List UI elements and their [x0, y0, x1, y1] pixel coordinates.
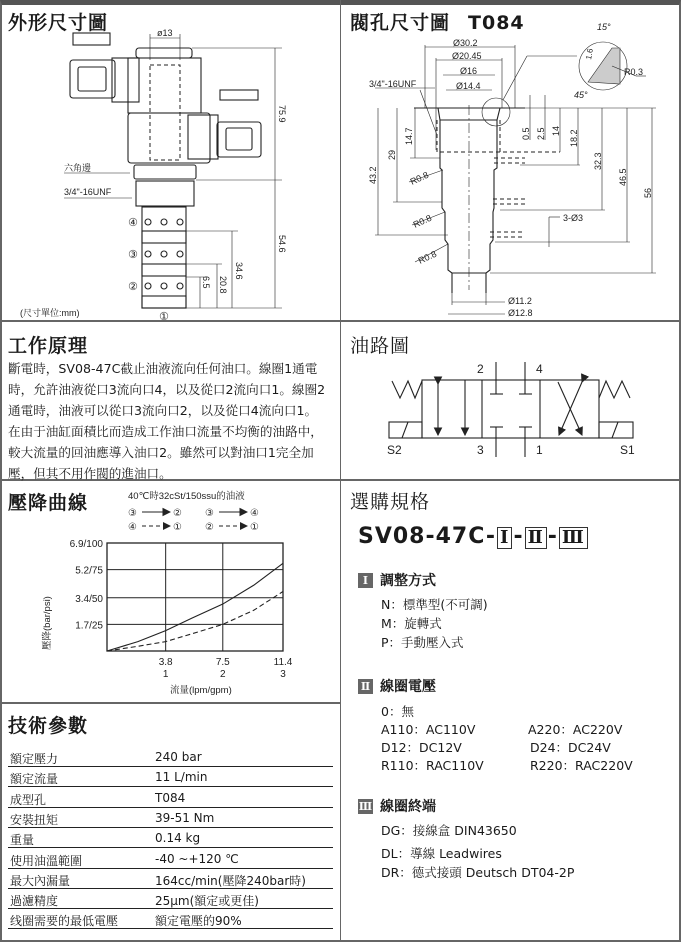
dim-54-6: 54.6 — [277, 235, 287, 253]
x-tick-label-lpm: 7.5 — [215, 657, 230, 668]
port-1: ① — [159, 311, 169, 323]
spec-row — [8, 909, 333, 929]
spec-label: 最大內漏量 — [10, 873, 71, 888]
spec-row — [8, 808, 333, 828]
section-adjustment — [358, 570, 436, 590]
spec-row — [8, 828, 333, 848]
spec-row — [8, 849, 333, 869]
cavity-thread-label: 3/4"-16UNF — [369, 79, 417, 89]
port-label-4: 4 — [536, 362, 543, 376]
option-item: R220：RAC220V — [530, 758, 633, 773]
x-tick-label-gpm: 2 — [220, 669, 226, 680]
circuit-title: 油路圖 — [350, 335, 411, 357]
valve-body — [422, 380, 599, 438]
label-s2: S2 — [387, 443, 402, 457]
y-axis-label: 壓降(bar/psi) — [42, 596, 53, 650]
dim-d11-2: Ø11.2 — [508, 296, 532, 306]
legend-to: ① — [250, 522, 259, 533]
model-number: SV08-47C — [358, 524, 486, 549]
dim-18-2: 18.2 — [569, 129, 579, 147]
dim-14: 14 — [551, 125, 561, 136]
unit-note: (尺寸單位:mm) — [20, 308, 80, 318]
spec-label: 安裝扭矩 — [10, 812, 59, 827]
radius-1: R0.8 — [408, 169, 431, 187]
dim-d12-8: Ø12.8 — [508, 308, 533, 318]
section-title: 調整方式 — [380, 573, 436, 589]
option-item: A220：AC220V — [528, 722, 623, 737]
spec-value: 額定電壓的90% — [155, 914, 242, 929]
spring-right — [599, 381, 630, 398]
solenoid-s1 — [599, 422, 633, 438]
legend-from: ② — [205, 522, 214, 533]
code-box-2: Ⅱ — [525, 527, 547, 549]
pressure-drop-chart — [0, 0, 340, 700]
specs-title: 技術參數 — [8, 715, 89, 737]
cavity-code: T084 — [468, 12, 525, 34]
port-label-2: 2 — [477, 362, 484, 376]
spec-label: 成型孔 — [10, 792, 47, 807]
option-item: DG：接線盒 DIN43650 — [381, 823, 517, 838]
port-4: ④ — [128, 217, 138, 229]
port-2: ② — [128, 281, 138, 293]
dim-46-5: 46.5 — [618, 168, 628, 186]
y-tick-label: 5.2/75 — [75, 565, 103, 577]
principle-line: 壓，但其不用作閥的進油口。 — [8, 466, 172, 481]
dim-34-6: 34.6 — [234, 262, 244, 280]
roman-numeral-badge: Ⅱ — [358, 679, 373, 694]
x-tick-label-lpm: 3.8 — [158, 657, 173, 668]
spec-label: 額定壓力 — [10, 752, 59, 766]
principle-line: 較大流量的回油應導入油口2。雖然可以對油口1完全加 — [8, 445, 314, 460]
spec-row — [8, 767, 333, 787]
section-terminal — [358, 796, 436, 816]
plot-frame — [107, 543, 283, 651]
spec-value: 0.14 kg — [155, 831, 201, 846]
spec-label: 額定流量 — [10, 772, 59, 787]
legend-from: ③ — [205, 508, 214, 519]
spec-row — [8, 889, 333, 909]
dim-1-6: 1.6 — [584, 47, 595, 61]
dim-2-5: 2.5 — [536, 127, 546, 140]
angle-45: 45° — [574, 90, 588, 100]
dashed-curve — [107, 592, 283, 651]
outline-title: 外形尺寸圖 — [8, 12, 109, 34]
spec-label: 過濾精度 — [10, 894, 59, 909]
dim-d14-4: Ø14.4 — [456, 81, 481, 91]
x-tick-label-gpm: 1 — [162, 669, 169, 680]
dim-d20-45: Ø20.45 — [452, 51, 482, 61]
spec-value: T084 — [155, 790, 186, 805]
principle-title: 工作原理 — [8, 335, 89, 357]
dim-0-5: 0.5 — [521, 127, 531, 140]
legend-from: ③ — [128, 508, 137, 519]
dim-d30-2: Ø30.2 — [453, 38, 478, 48]
code-box-3: Ⅲ — [559, 527, 588, 549]
dim-d16: Ø16 — [460, 66, 478, 76]
dim-r0-3: R0.3 — [624, 67, 644, 77]
dim-14-7: 14.7 — [404, 127, 414, 145]
option-item: 0：無 — [381, 704, 414, 719]
spec-value: -40 ~+120 ℃ — [155, 851, 239, 866]
port-label-3: 3 — [477, 443, 484, 457]
option-item: D24：DC24V — [530, 740, 611, 755]
section-voltage — [358, 676, 436, 696]
option-item: D12：DC12V — [381, 740, 462, 755]
hex-label: 六角邊 — [64, 163, 92, 173]
option-item: R110：RAC110V — [381, 758, 484, 773]
principle-line: 時，允許油液從口3流向口4，以及從口2流向口1。線圈2 — [8, 382, 326, 397]
dim-29: 29 — [387, 149, 397, 160]
legend-to: ④ — [250, 508, 259, 519]
cavity-title-text: 閥孔尺寸圖 — [350, 12, 451, 34]
y-tick-label: 1.7/25 — [75, 620, 103, 632]
code-box-1: Ⅰ — [497, 527, 512, 549]
legend-from: ④ — [128, 522, 137, 533]
dim-32-3: 32.3 — [593, 152, 603, 170]
option-item: M：旋轉式 — [381, 616, 442, 631]
spec-row — [8, 869, 333, 889]
angle-15: 15° — [597, 22, 611, 32]
option-item: P：手動壓入式 — [381, 635, 464, 650]
radius-3: R0.8 — [416, 248, 439, 266]
legend-to: ② — [173, 508, 182, 519]
roman-numeral-badge: Ⅰ — [358, 573, 373, 588]
chart-condition: 40℃時32cSt/150ssu的油液 — [128, 491, 245, 502]
spec-label: 线圈需要的最低電壓 — [10, 914, 119, 929]
roman-numeral-badge: Ⅲ — [358, 800, 373, 813]
spec-value: 164cc/min(壓降240bar時) — [155, 873, 306, 888]
spec-row — [8, 788, 333, 808]
spec-value: 11 L/min — [155, 770, 208, 785]
x-tick-label-lpm: 11.4 — [273, 657, 293, 668]
section-title: 線圈電壓 — [380, 679, 436, 695]
dim-20-8: 20.8 — [218, 276, 228, 294]
thread-label: 3/4"-16UNF — [64, 187, 112, 197]
section-title: 線圈終端 — [380, 799, 436, 815]
y-tick-label: 6.9/100 — [69, 539, 103, 550]
spec-value: 240 bar — [155, 750, 202, 764]
option-item: N：標準型(不可調) — [381, 597, 488, 612]
solid-curve — [107, 563, 283, 651]
principle-line: 通電時，油液可以從口3流向口2，以及從口4流向口1。 — [8, 403, 318, 418]
ordering-title: 選購規格 — [350, 491, 431, 513]
spring-left — [392, 381, 422, 398]
option-item: DL：導線 Leadwires — [381, 846, 502, 861]
x-axis-label: 流量(lpm/gpm) — [170, 685, 232, 696]
port-label-1: 1 — [536, 443, 543, 457]
x-tick-label-gpm: 3 — [280, 669, 286, 680]
legend-to: ① — [173, 522, 182, 533]
option-item: DR：德式接頭 Deutsch DT04-2P — [381, 865, 575, 880]
pressure-drop-title: 壓降曲線 — [8, 492, 89, 514]
principle-line: 在由于油缸面積比而造成工作油口流量不均衡的油路中， — [8, 424, 323, 439]
option-item: A110：AC110V — [381, 722, 476, 737]
model-code: SV08-47C- Ⅰ - Ⅱ - Ⅲ — [358, 524, 589, 549]
dim-75-9: 75.9 — [277, 105, 287, 123]
principle-line: 斷電時，SV08-47C截止油液流向任何油口。線圈1通電 — [8, 361, 318, 376]
port-3: ③ — [128, 249, 138, 261]
spec-value: 25μm(額定或更佳) — [155, 894, 259, 909]
spec-value: 39-51 Nm — [155, 810, 215, 825]
dim-holes: 3-Ø3 — [563, 213, 584, 223]
dim-56: 56 — [643, 187, 653, 198]
spec-row — [8, 747, 333, 767]
spec-label: 使用油溫範圍 — [10, 853, 83, 868]
label-s1: S1 — [620, 443, 635, 457]
dim-43-2: 43.2 — [368, 166, 378, 184]
row-divider — [0, 702, 340, 704]
spec-label: 重量 — [10, 833, 35, 848]
dim-6-5: 6.5 — [201, 276, 211, 289]
radius-2: R0.8 — [411, 212, 434, 230]
y-tick-label: 3.4/50 — [75, 593, 103, 605]
dim-d13: ø13 — [157, 28, 173, 38]
